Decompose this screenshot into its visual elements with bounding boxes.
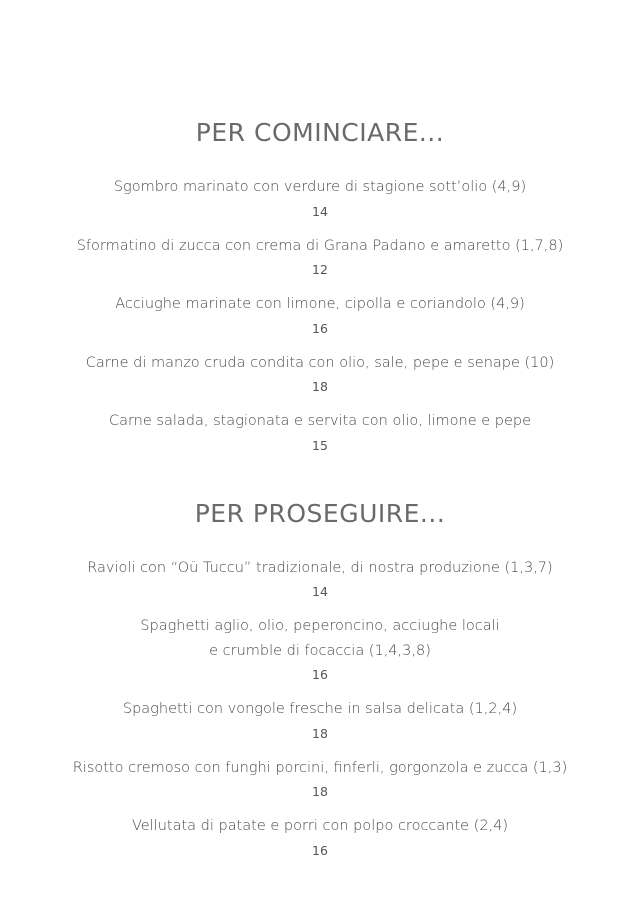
dish-price: 18 xyxy=(312,379,328,394)
dish-price: 16 xyxy=(312,320,328,336)
menu-item xyxy=(0,175,640,224)
section-per-proseguire xyxy=(0,468,640,863)
menu-list xyxy=(0,175,640,458)
dish-name: Sgombro marinato con verdure di stagione sott’olio (4,9) xyxy=(113,179,527,195)
menu-item xyxy=(0,614,640,687)
dish-price: 18 xyxy=(312,725,328,741)
menu-item xyxy=(0,814,640,863)
dish-name: Spaghetti con vongole fresche in salsa delicata (1,2,4) xyxy=(122,701,518,717)
section-title: PER COMINCIARE... xyxy=(195,118,445,147)
dish-name: Sformatino di zucca con crema di Grana Padano e amaretto (1,7,8) xyxy=(76,237,564,254)
menu-item xyxy=(0,409,640,458)
menu-item xyxy=(0,234,640,283)
dish-price: 16 xyxy=(312,667,328,682)
menu-item xyxy=(0,756,640,805)
dish-name: Risotto cremoso con funghi porcini, finferli, gorgonzola e zucca (1,3) xyxy=(72,759,568,776)
dish-name: Carne di manzo cruda condita con olio, sale, pepe e senape (10) xyxy=(85,354,555,371)
menu-item xyxy=(0,697,640,746)
dish-name: Spaghetti aglio, olio, peperoncino, acciughe locali xyxy=(140,618,500,634)
dish-name: Vellutata di patate e porri con polpo croccante (2,4) xyxy=(131,818,509,834)
menu-item xyxy=(0,351,640,400)
section-title: PER PROSEGUIRE... xyxy=(194,498,446,528)
dish-name: Ravioli con “Oü Tuccu” tradizionale, di nostra produzione (1,3,7) xyxy=(87,559,553,576)
dish-price: 14 xyxy=(312,203,328,219)
dish-price: 12 xyxy=(312,262,328,277)
dish-name: e crumble di focaccia (1,4,3,8) xyxy=(209,642,431,659)
menu-item xyxy=(0,556,640,605)
dish-name: Carne salada, stagionata e servita con olio, limone e pepe xyxy=(108,413,532,429)
dish-price: 16 xyxy=(312,842,328,858)
menu-item xyxy=(0,292,640,341)
dish-price: 15 xyxy=(312,437,328,453)
menu-list xyxy=(0,556,640,863)
dish-name: Acciughe marinate con limone, cipolla e coriandolo (4,9) xyxy=(115,296,525,312)
dish-price: 18 xyxy=(312,784,328,799)
dish-price: 14 xyxy=(312,584,328,599)
